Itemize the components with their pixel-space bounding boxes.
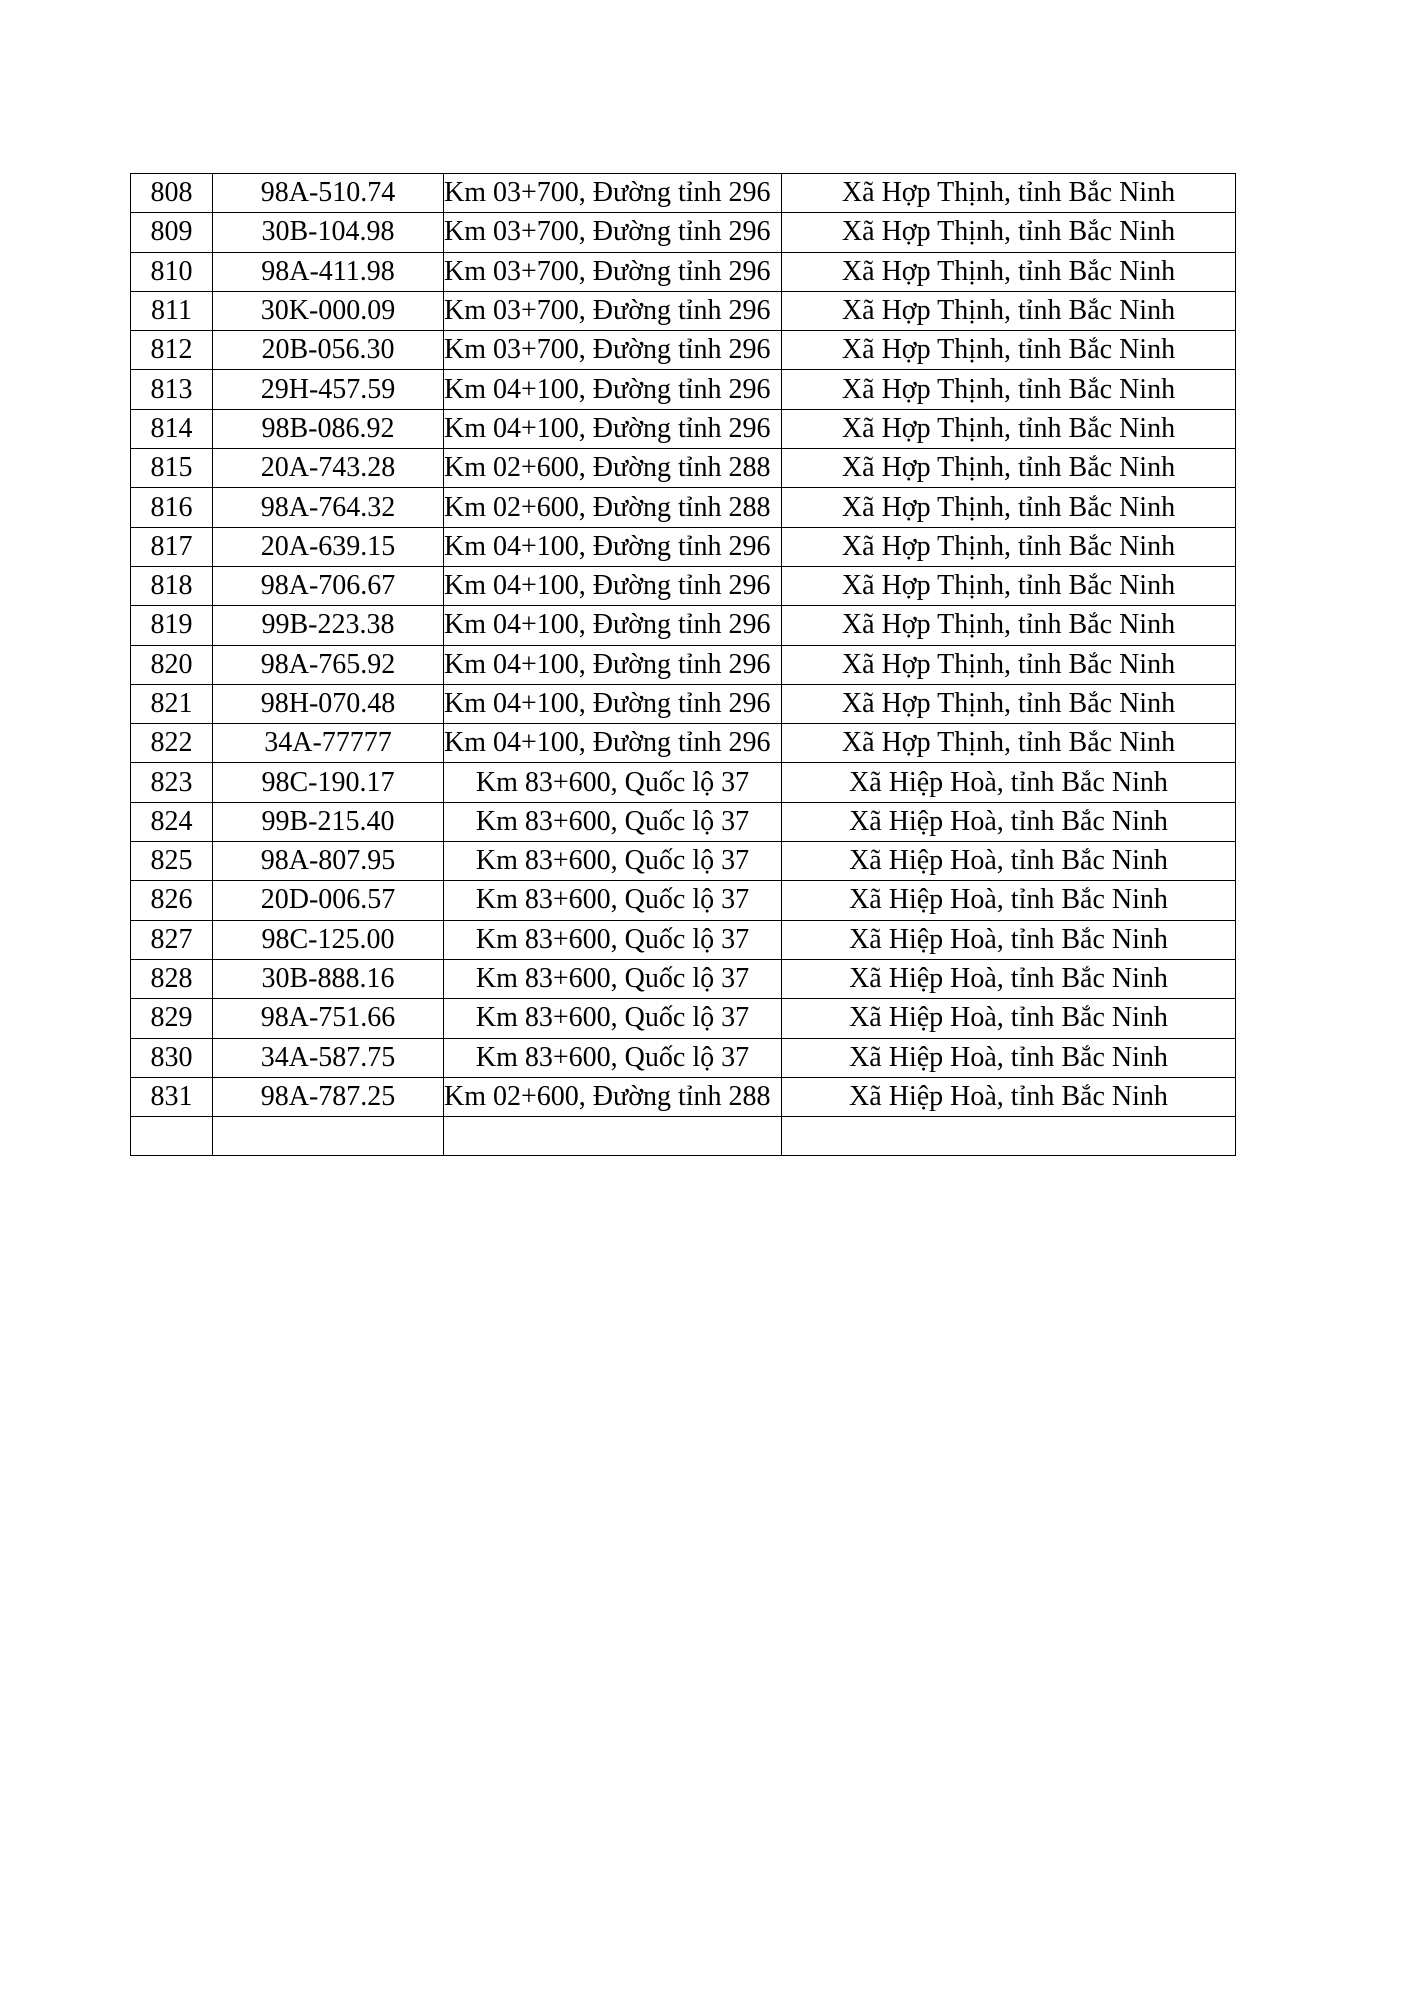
row-number: 812 — [131, 331, 213, 370]
license-plate: 20A-743.28 — [213, 449, 444, 488]
table-row — [131, 409, 1236, 448]
license-plate: 98A-807.95 — [213, 842, 444, 881]
administrative-area: Xã Hiệp Hoà, tỉnh Bắc Ninh — [782, 959, 1236, 998]
document-page — [130, 173, 1235, 1156]
administrative-area: Xã Hợp Thịnh, tỉnh Bắc Ninh — [782, 684, 1236, 723]
administrative-area: Xã Hiệp Hoà, tỉnh Bắc Ninh — [782, 1077, 1236, 1116]
violation-location: Km 04+100, Đường tỉnh 296 — [444, 409, 782, 448]
table-row — [131, 331, 1236, 370]
row-number: 813 — [131, 370, 213, 409]
row-number: 822 — [131, 724, 213, 763]
empty-cell — [782, 1117, 1236, 1156]
license-plate: 30B-888.16 — [213, 959, 444, 998]
license-plate: 20D-006.57 — [213, 881, 444, 920]
violation-location: Km 02+600, Đường tỉnh 288 — [444, 1077, 782, 1116]
row-number: 830 — [131, 1038, 213, 1077]
table-row — [131, 959, 1236, 998]
license-plate: 98A-706.67 — [213, 566, 444, 605]
administrative-area: Xã Hiệp Hoà, tỉnh Bắc Ninh — [782, 802, 1236, 841]
license-plate: 99B-215.40 — [213, 802, 444, 841]
administrative-area: Xã Hiệp Hoà, tỉnh Bắc Ninh — [782, 881, 1236, 920]
row-number: 816 — [131, 488, 213, 527]
administrative-area: Xã Hợp Thịnh, tỉnh Bắc Ninh — [782, 252, 1236, 291]
violation-location: Km 03+700, Đường tỉnh 296 — [444, 252, 782, 291]
license-plate: 98H-070.48 — [213, 684, 444, 723]
license-plate: 34A-587.75 — [213, 1038, 444, 1077]
row-number: 818 — [131, 566, 213, 605]
license-plate: 99B-223.38 — [213, 606, 444, 645]
row-number: 819 — [131, 606, 213, 645]
license-plate: 34A-77777 — [213, 724, 444, 763]
violation-location: Km 04+100, Đường tỉnh 296 — [444, 370, 782, 409]
administrative-area: Xã Hợp Thịnh, tỉnh Bắc Ninh — [782, 174, 1236, 213]
table-row — [131, 566, 1236, 605]
row-number: 808 — [131, 174, 213, 213]
table-row — [131, 1038, 1236, 1077]
license-plate: 98A-751.66 — [213, 999, 444, 1038]
violation-location: Km 83+600, Quốc lộ 37 — [444, 1038, 782, 1077]
violation-location: Km 83+600, Quốc lộ 37 — [444, 999, 782, 1038]
row-number: 829 — [131, 999, 213, 1038]
table-row — [131, 999, 1236, 1038]
license-plate: 98A-787.25 — [213, 1077, 444, 1116]
table-row — [131, 252, 1236, 291]
administrative-area: Xã Hợp Thịnh, tỉnh Bắc Ninh — [782, 645, 1236, 684]
violation-location: Km 03+700, Đường tỉnh 296 — [444, 213, 782, 252]
violations-table — [130, 173, 1236, 1156]
row-number: 809 — [131, 213, 213, 252]
administrative-area: Xã Hiệp Hoà, tỉnh Bắc Ninh — [782, 920, 1236, 959]
row-number: 825 — [131, 842, 213, 881]
row-number: 823 — [131, 763, 213, 802]
table-row — [131, 213, 1236, 252]
row-number: 821 — [131, 684, 213, 723]
row-number: 811 — [131, 291, 213, 330]
administrative-area: Xã Hiệp Hoà, tỉnh Bắc Ninh — [782, 1038, 1236, 1077]
table-row — [131, 802, 1236, 841]
administrative-area: Xã Hiệp Hoà, tỉnh Bắc Ninh — [782, 763, 1236, 802]
table-row — [131, 920, 1236, 959]
violation-location: Km 83+600, Quốc lộ 37 — [444, 842, 782, 881]
table-row — [131, 881, 1236, 920]
violation-location: Km 04+100, Đường tỉnh 296 — [444, 527, 782, 566]
row-number: 828 — [131, 959, 213, 998]
administrative-area: Xã Hợp Thịnh, tỉnh Bắc Ninh — [782, 409, 1236, 448]
administrative-area: Xã Hợp Thịnh, tỉnh Bắc Ninh — [782, 724, 1236, 763]
administrative-area: Xã Hợp Thịnh, tỉnh Bắc Ninh — [782, 213, 1236, 252]
row-number: 814 — [131, 409, 213, 448]
administrative-area: Xã Hợp Thịnh, tỉnh Bắc Ninh — [782, 331, 1236, 370]
empty-cell — [444, 1117, 782, 1156]
administrative-area: Xã Hợp Thịnh, tỉnh Bắc Ninh — [782, 606, 1236, 645]
violation-location: Km 04+100, Đường tỉnh 296 — [444, 606, 782, 645]
table-row — [131, 527, 1236, 566]
table-row — [131, 684, 1236, 723]
violation-location: Km 83+600, Quốc lộ 37 — [444, 763, 782, 802]
violation-location: Km 04+100, Đường tỉnh 296 — [444, 566, 782, 605]
table-row — [131, 291, 1236, 330]
row-number: 831 — [131, 1077, 213, 1116]
violation-location: Km 03+700, Đường tỉnh 296 — [444, 291, 782, 330]
table-row-empty — [131, 1117, 1236, 1156]
license-plate: 98C-125.00 — [213, 920, 444, 959]
table-row — [131, 1077, 1236, 1116]
table-row — [131, 370, 1236, 409]
violation-location: Km 83+600, Quốc lộ 37 — [444, 802, 782, 841]
table-row — [131, 724, 1236, 763]
violation-location: Km 03+700, Đường tỉnh 296 — [444, 331, 782, 370]
violation-location: Km 03+700, Đường tỉnh 296 — [444, 174, 782, 213]
row-number: 820 — [131, 645, 213, 684]
administrative-area: Xã Hợp Thịnh, tỉnh Bắc Ninh — [782, 488, 1236, 527]
administrative-area: Xã Hợp Thịnh, tỉnh Bắc Ninh — [782, 291, 1236, 330]
row-number: 827 — [131, 920, 213, 959]
administrative-area: Xã Hợp Thịnh, tỉnh Bắc Ninh — [782, 566, 1236, 605]
license-plate: 98A-411.98 — [213, 252, 444, 291]
table-body — [131, 174, 1236, 1156]
license-plate: 30K-000.09 — [213, 291, 444, 330]
administrative-area: Xã Hiệp Hoà, tỉnh Bắc Ninh — [782, 999, 1236, 1038]
table-row — [131, 645, 1236, 684]
violation-location: Km 83+600, Quốc lộ 37 — [444, 959, 782, 998]
violation-location: Km 04+100, Đường tỉnh 296 — [444, 724, 782, 763]
table-row — [131, 488, 1236, 527]
row-number: 824 — [131, 802, 213, 841]
violation-location: Km 04+100, Đường tỉnh 296 — [444, 684, 782, 723]
table-row — [131, 763, 1236, 802]
license-plate: 20B-056.30 — [213, 331, 444, 370]
license-plate: 30B-104.98 — [213, 213, 444, 252]
table-row — [131, 606, 1236, 645]
violation-location: Km 83+600, Quốc lộ 37 — [444, 920, 782, 959]
license-plate: 98A-765.92 — [213, 645, 444, 684]
license-plate: 98A-510.74 — [213, 174, 444, 213]
license-plate: 98A-764.32 — [213, 488, 444, 527]
row-number: 810 — [131, 252, 213, 291]
violation-location: Km 83+600, Quốc lộ 37 — [444, 881, 782, 920]
empty-cell — [131, 1117, 213, 1156]
license-plate: 98B-086.92 — [213, 409, 444, 448]
license-plate: 20A-639.15 — [213, 527, 444, 566]
administrative-area: Xã Hợp Thịnh, tỉnh Bắc Ninh — [782, 370, 1236, 409]
license-plate: 98C-190.17 — [213, 763, 444, 802]
administrative-area: Xã Hiệp Hoà, tỉnh Bắc Ninh — [782, 842, 1236, 881]
table-row — [131, 842, 1236, 881]
violation-location: Km 02+600, Đường tỉnh 288 — [444, 488, 782, 527]
row-number: 817 — [131, 527, 213, 566]
row-number: 826 — [131, 881, 213, 920]
administrative-area: Xã Hợp Thịnh, tỉnh Bắc Ninh — [782, 449, 1236, 488]
violation-location: Km 02+600, Đường tỉnh 288 — [444, 449, 782, 488]
violation-location: Km 04+100, Đường tỉnh 296 — [444, 645, 782, 684]
table-row — [131, 449, 1236, 488]
license-plate: 29H-457.59 — [213, 370, 444, 409]
row-number: 815 — [131, 449, 213, 488]
table-row — [131, 174, 1236, 213]
administrative-area: Xã Hợp Thịnh, tỉnh Bắc Ninh — [782, 527, 1236, 566]
empty-cell — [213, 1117, 444, 1156]
